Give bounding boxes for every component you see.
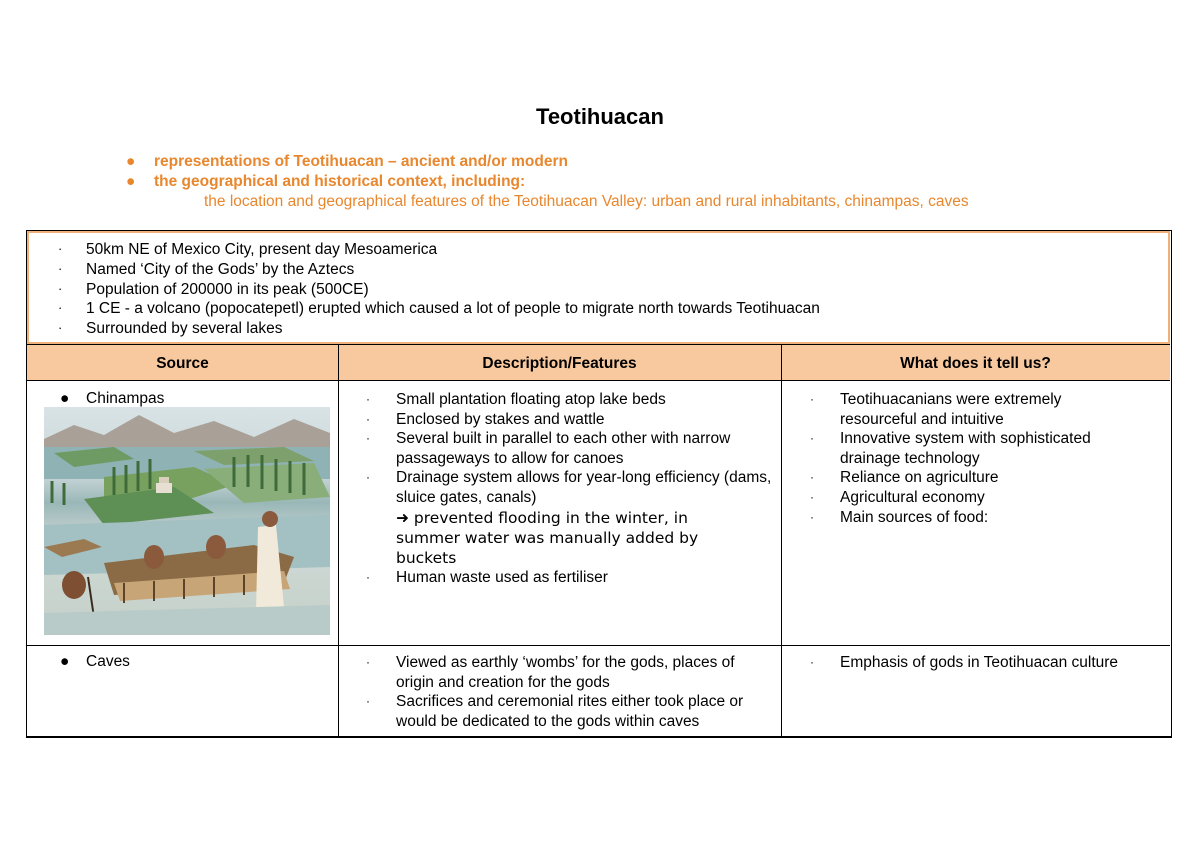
intro-text: 1 CE - a volcano (popocatepetl) erupted which caused a lot of people to migrate north towards Teotihuacan [86, 300, 820, 317]
source-label [60, 653, 130, 671]
item-text: Human waste used as fertiliser [396, 568, 608, 586]
list-item [366, 429, 776, 468]
list-item [366, 390, 776, 410]
page-title: Teotihuacan [536, 104, 664, 129]
item-text: Drainage system allows for year-long efficiency (dams, sluice gates, canals) [396, 469, 772, 506]
item-text: Innovative system with sophisticated drainage technology [840, 430, 1091, 467]
row-marker: ● [60, 653, 70, 670]
list-item [810, 488, 1160, 508]
column-divider [781, 344, 782, 736]
item-text: Several built in parallel to each other with narrow passageways to allow for canoes [396, 430, 731, 467]
row-divider [27, 645, 1170, 646]
chinampas-painting [44, 407, 330, 635]
item-marker: · [810, 489, 814, 504]
meaning-cell [810, 390, 1160, 527]
item-text: Small plantation floating atop lake beds [396, 391, 666, 408]
item-marker: · [366, 655, 370, 669]
chinampas-illustration [44, 407, 330, 635]
column-header-source: Source [156, 355, 209, 372]
item-marker: · [810, 431, 814, 446]
intro-text: Surrounded by several lakes [86, 320, 283, 337]
intro-marker: · [58, 281, 63, 296]
list-item [366, 468, 776, 507]
intro-text: Named ‘City of the Gods’ by the Aztecs [86, 261, 355, 278]
table-bottom-border [26, 736, 1171, 738]
intro-text: Population of 200000 in its peak (500CE) [86, 281, 369, 298]
list-item [366, 410, 776, 430]
column-divider [338, 344, 339, 736]
item-marker: · [810, 470, 814, 485]
column-header-description: Description/Features [482, 355, 637, 372]
bullet-text: the geographical and historical context, including: [154, 173, 526, 190]
item-text: Enclosed by stakes and wattle [396, 410, 605, 428]
item-marker: · [810, 509, 814, 524]
item-marker: · [810, 392, 814, 406]
list-item [810, 429, 1140, 468]
item-marker: · [366, 392, 370, 406]
item-text: Teotihuacanians were extremely resourceful and intuitive [840, 391, 1062, 428]
item-text: Agricultural economy [840, 488, 985, 506]
item-marker: · [810, 655, 814, 669]
item-text: Main sources of food: [840, 508, 989, 526]
intro-marker: · [58, 261, 63, 276]
bullet-item [126, 153, 568, 171]
item-text: Sacrifices and ceremonial rites either took place or would be dedicated to the gods within caves [396, 693, 744, 730]
column-header-meaning: What does it tell us? [900, 355, 1051, 372]
item-marker: · [366, 431, 370, 446]
item-marker: · [366, 569, 370, 584]
table-header [27, 344, 1170, 381]
sub-bullet-text: the location and geographical features of the Teotihuacan Valley: urban and rural inhabitants, chinampas, caves [204, 193, 969, 210]
bullet-marker: ● [126, 173, 136, 190]
list-item [810, 508, 1160, 528]
description-cell [366, 653, 776, 731]
list-item [810, 468, 1160, 488]
intro-marker: · [58, 241, 63, 256]
description-cell [366, 390, 776, 587]
item-marker: · [366, 470, 370, 485]
source-text: Chinampas [86, 390, 165, 407]
meaning-cell [810, 653, 1165, 673]
list-item [366, 692, 776, 731]
list-item [366, 653, 776, 692]
intro-marker: · [58, 300, 63, 315]
bullet-text: representations of Teotihuacan – ancient and/or modern [154, 153, 568, 170]
intro-marker: · [58, 320, 63, 335]
item-marker: · [366, 694, 370, 709]
item-marker: · [366, 411, 370, 426]
row-marker: ● [60, 390, 70, 407]
source-label [60, 390, 165, 408]
bullet-marker: ● [126, 153, 136, 170]
item-text: Reliance on agriculture [840, 469, 999, 487]
intro-text: 50km NE of Mexico City, present day Mesoamerica [86, 241, 438, 258]
source-text: Caves [86, 653, 130, 670]
list-item [366, 568, 776, 588]
item-text: Viewed as earthly ‘wombs’ for the gods, places of origin and creation for the gods [396, 654, 735, 691]
list-item [810, 653, 1165, 673]
bullet-item [126, 173, 526, 191]
description-note: ➜ prevented flooding in the winter, in summer water was manually added by buckets [396, 508, 699, 567]
list-item [810, 390, 1140, 429]
item-text: Emphasis of gods in Teotihuacan culture [840, 654, 1119, 671]
